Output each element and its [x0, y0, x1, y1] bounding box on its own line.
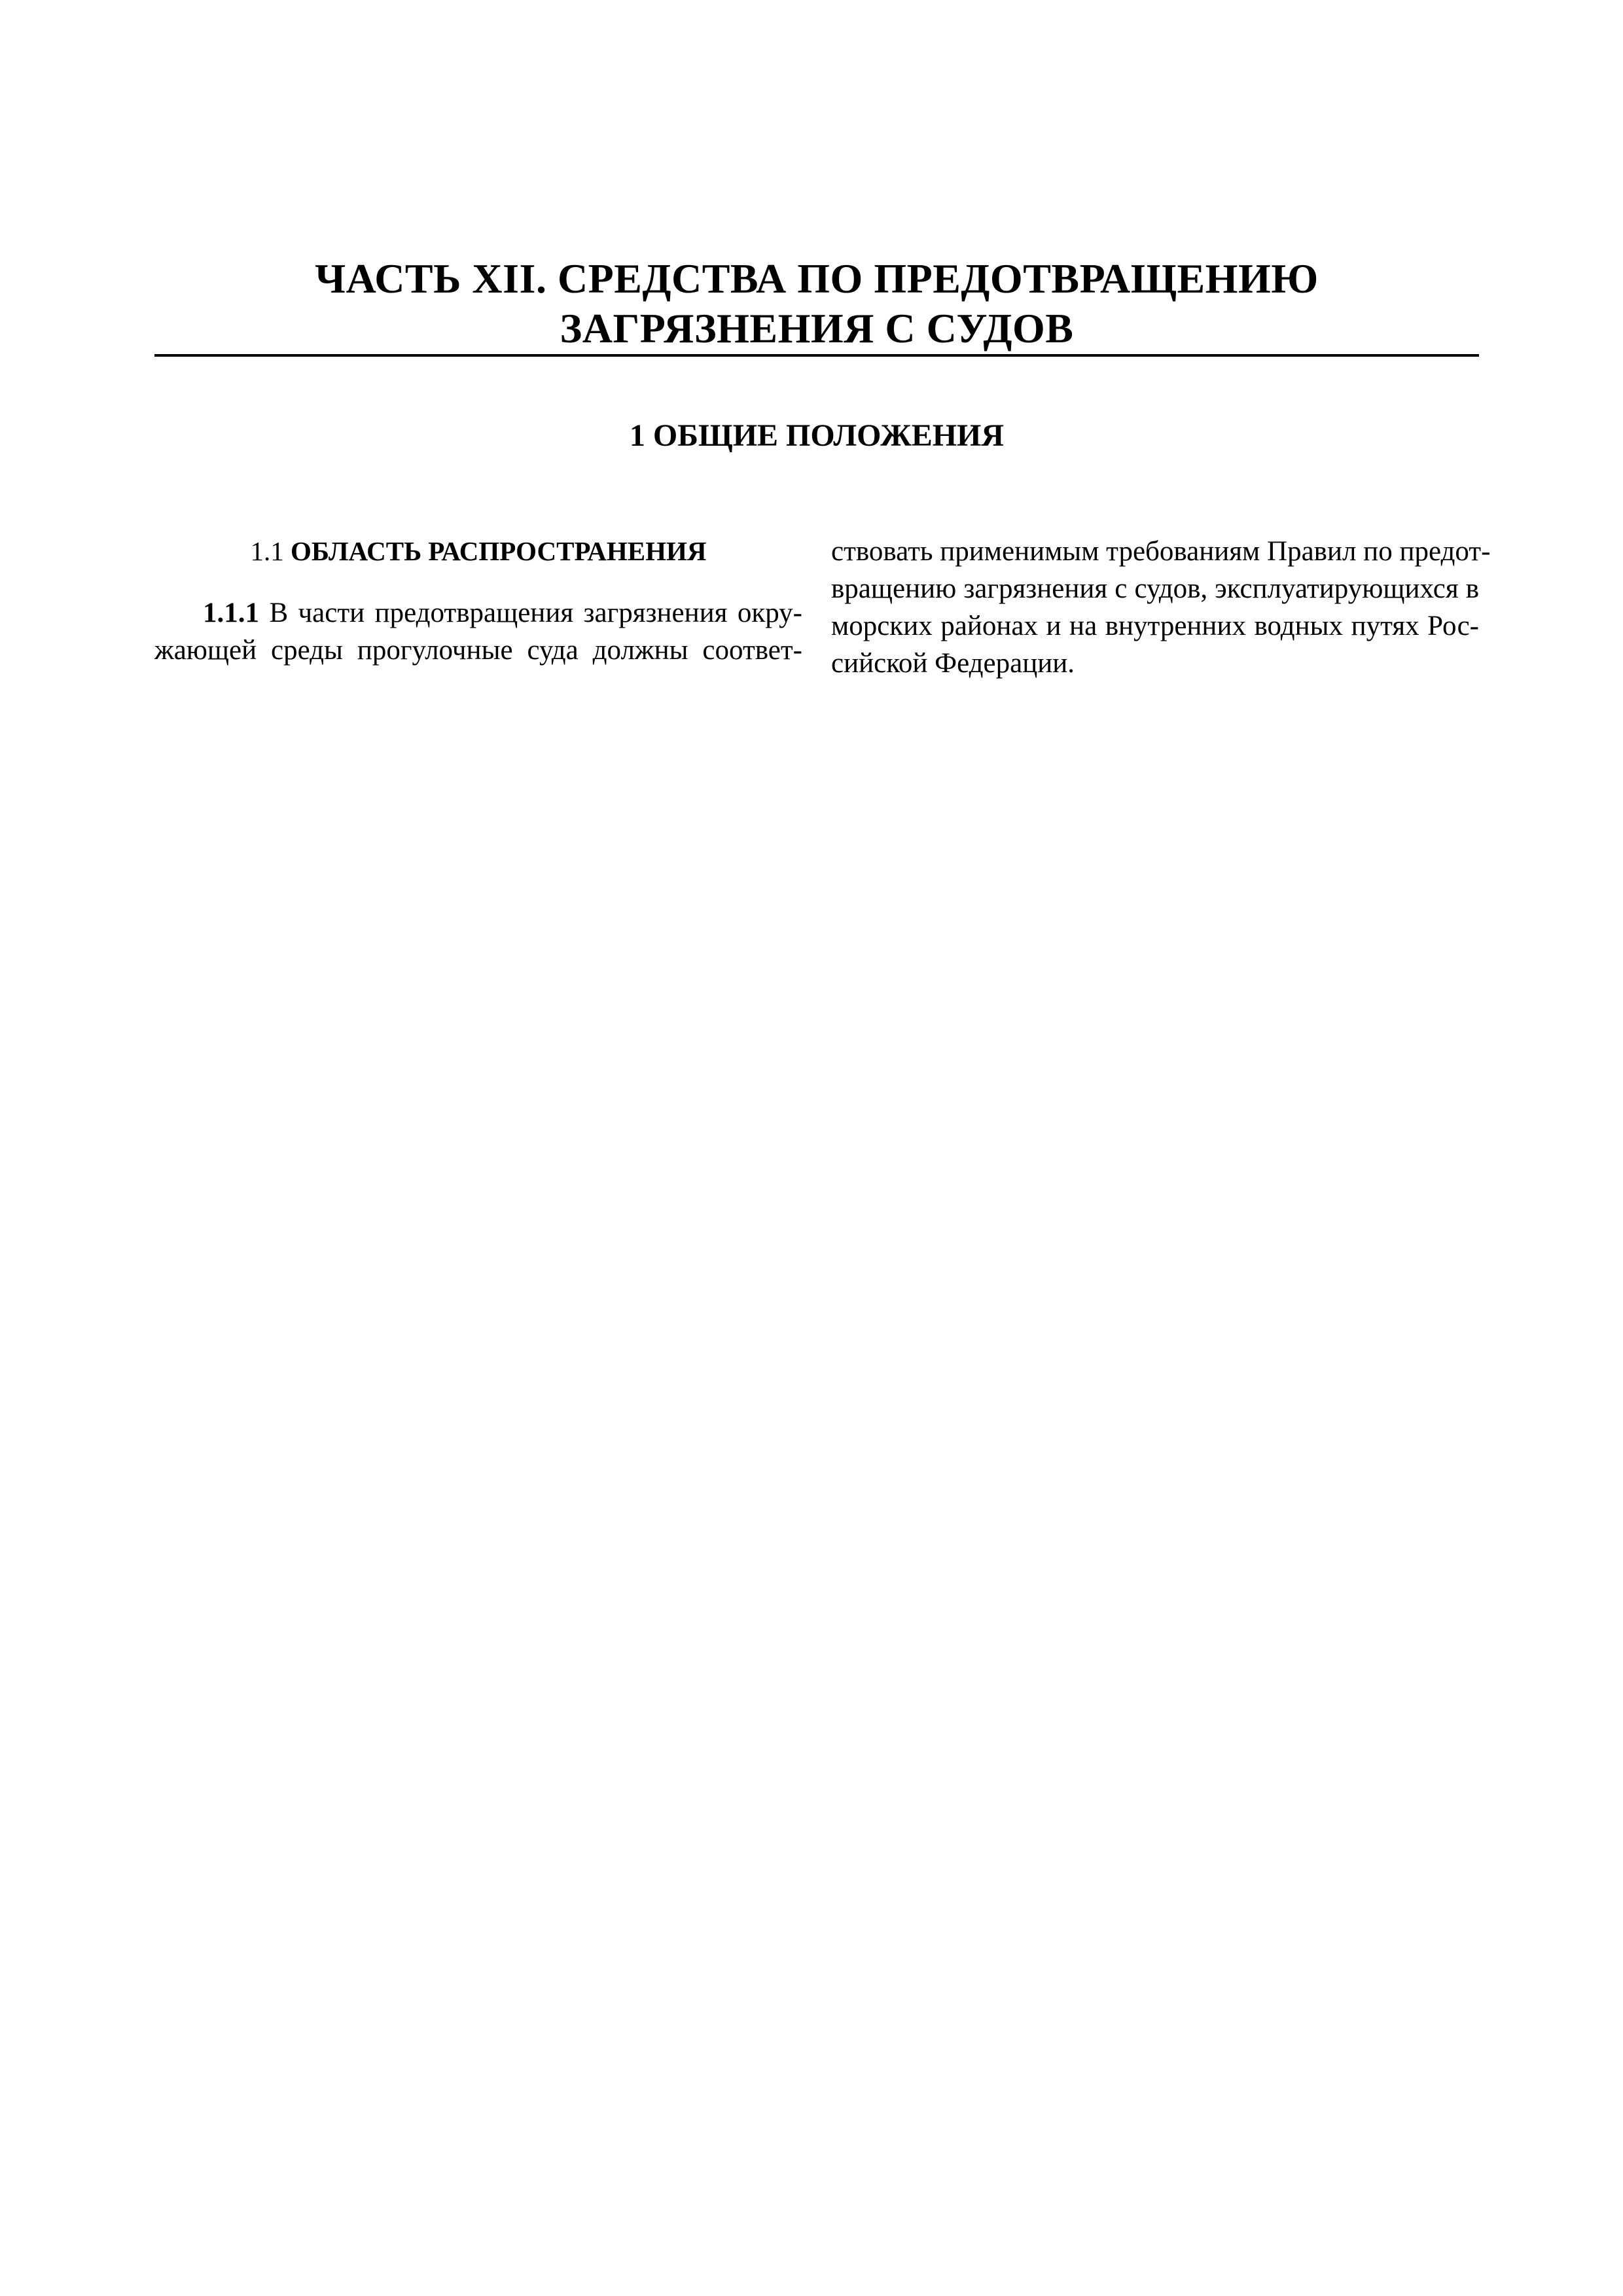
page-title [154, 254, 1479, 353]
left-column [154, 533, 802, 669]
title-divider [154, 354, 1479, 357]
paragraph-line [154, 594, 802, 632]
paragraph-line: сийской Федерации. [831, 648, 1075, 679]
paragraph-text: В части предотвращения загрязнения окру- [269, 598, 802, 628]
subsection-number: 1.1 [250, 536, 284, 566]
page-title-line-1: ЧАСТЬ XII. СРЕДСТВА ПО ПРЕДОТВРАЩЕНИЮ [315, 255, 1319, 302]
paragraph-line: вращению загрязнения с судов, эксплуатирующихся в [831, 573, 1479, 604]
paragraph-number: 1.1.1 [203, 598, 259, 628]
section-heading: 1 ОБЩИЕ ПОЛОЖЕНИЯ [629, 418, 1005, 453]
right-column [831, 533, 1491, 682]
page-title-line-2: ЗАГРЯЗНЕНИЯ С СУДОВ [560, 305, 1074, 351]
paragraph-line: морских районах и на внутренних водных путях Рос- [831, 611, 1479, 641]
subsection-heading [154, 533, 802, 570]
paragraph-line: ствовать применимым требованиям Правил по предот- [831, 536, 1491, 567]
subsection-title: ОБЛАСТЬ РАСПРОСТРАНЕНИЯ [291, 536, 707, 566]
paragraph-line: жающей среды прогулочные суда должны соответ- [154, 635, 802, 666]
